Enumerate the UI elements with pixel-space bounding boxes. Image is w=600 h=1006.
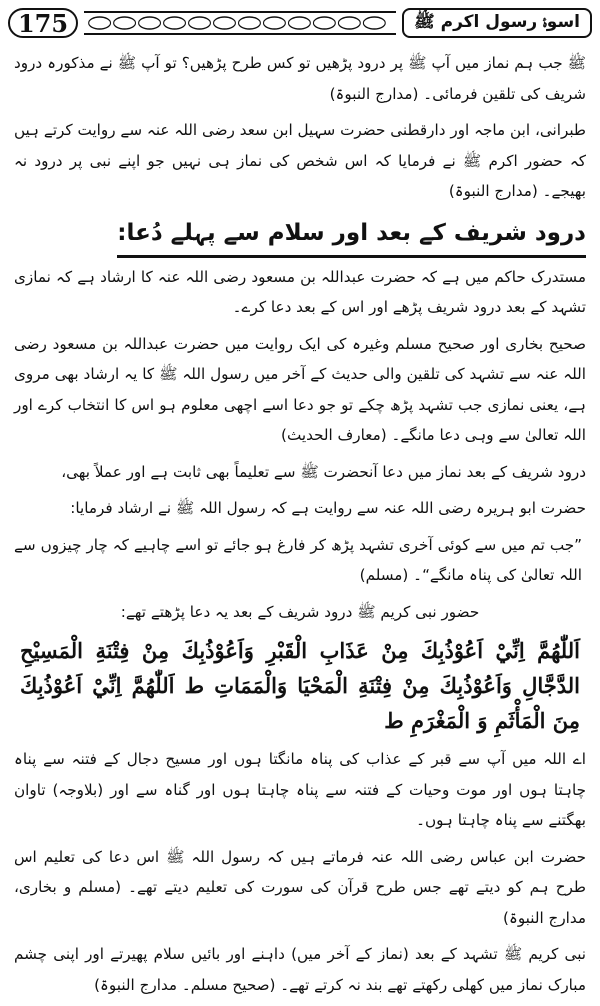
paragraph: حضرت ابو ہریرہ رضی اللہ عنہ سے روایت ہے کہ رسول اللہ ﷺ نے ارشاد فرمایا: (70, 499, 586, 517)
paragraph: حضرت ابن عباس رضی اللہ عنہ فرماتے ہیں کہ رسول اللہ ﷺ اس دعا کی تعلیم اس طرح ہم کو دیتے تھے جس طرح قرآن کی سورت کی تعلیم دیتے تھے۔ (مسلم و بخاری، مدارج النبوۃ) (14, 847, 586, 927)
paragraph: نبی کریم ﷺ تشہد کے بعد (نماز کے آخر میں) داہنے اور بائیں سلام پھیرتے اور اپنی چشم مبارک نماز میں کھلی رکھتے تھے بند نہ کرتے تھے۔ (صحیح مسلم۔ مدارج النبوۃ) (14, 945, 586, 994)
paragraph: ﷺ جب ہم نماز میں آپ ﷺ پر درود پڑھیں تو کس طرح پڑھیں؟ تو آپ ﷺ نے مذکورہ درود شریف کی تلقین فرمائی۔ (مدارج النبوۃ) (14, 54, 586, 103)
arabic-dua: اَللّٰهُمَّ اِنِّيْ اَعُوْذُبِكَ مِنْ عَذَابِ الْقَبْرِ وَاَعُوْذُبِكَ مِنْ فِتْنَةِ الْمَسِيْحِ الدَّجَّالِ وَاَعُوْذُبِكَ مِنْ فِتْنَةِ الْمَحْيَا وَالْمَمَاتِ ط اَللّٰهُمَّ اِنِّيْ اَعُوْذُبِكَ مِنَ الْمَأْثَمِ وَ الْمَغْرَمِ ط (20, 638, 580, 733)
book-title: اسوۂ رسول اکرم ﷺ (402, 8, 592, 38)
header-ornament (84, 11, 396, 35)
hadith-quote: ”جب تم میں سے کوئی آخری تشہد پڑھ کر فارغ ہو جائے تو اسے چاہیے کہ چار چیزوں سے اللہ تعالیٰ کی پناہ مانگے“۔ (مسلم) (14, 535, 582, 584)
paragraph: طبرانی، ابن ماجہ اور دارقطنی حضرت سہیل ابن سعد رضی اللہ عنہ سے روایت کرتے ہیں کہ حضور اکرم ﷺ نے فرمایا کہ اس شخص کی نماز ہی نہیں جو اپنے نبی پر درود نہ بھیجے۔ (مدارج النبوۃ) (14, 121, 586, 200)
dua-translation: اے اللہ میں آپ سے قبر کے عذاب کی پناہ مانگتا ہوں اور مسیح دجال کے فتنہ سے پناہ چاہتا ہوں اور موت وحیات کے فتنہ سے پناہ چاہتا ہوں اور گناہ سے اور (بلاوجہ) تاوان بھگتنے سے پناہ چاہتا ہوں۔ (14, 750, 586, 829)
page-number: 175 (8, 8, 78, 38)
paragraph: درود شریف کے بعد نماز میں دعا آنحضرت ﷺ سے تعلیماً بھی ثابت ہے اور عملاً بھی، (61, 462, 586, 481)
paragraph: مستدرک حاکم میں ہے کہ حضرت عبداللہ بن مسعود رضی اللہ عنہ کا ارشاد ہے کہ نمازی تشہد کے بعد درود شریف پڑھے اور اس کے بعد دعا کرے۔ (14, 267, 586, 316)
page-body (14, 48, 586, 1006)
page-header (8, 6, 592, 40)
section-heading: درود شریف کے بعد اور سلام سے پہلے دُعا: (117, 213, 586, 258)
paragraph: صحیح بخاری اور صحیح مسلم وغیرہ کی ایک روایت میں حضرت عبداللہ بن مسعود رضی اللہ عنہ سے تشہد کی تلقین والی حدیث کے آخر میں رسول اللہ ﷺ کا یہ ارشاد بھی مروی ہے، یعنی نمازی جب تشہد پڑھ چکے تو جو دعا اسے اچھی معلوم ہو اس کا انتخاب کرے اور اللہ تعالیٰ سے وہی دعا مانگے۔ (معارف الحدیث) (14, 334, 586, 444)
dua-intro: حضور نبی کریم ﷺ درود شریف کے بعد یہ دعا پڑھتے تھے: (120, 602, 480, 621)
